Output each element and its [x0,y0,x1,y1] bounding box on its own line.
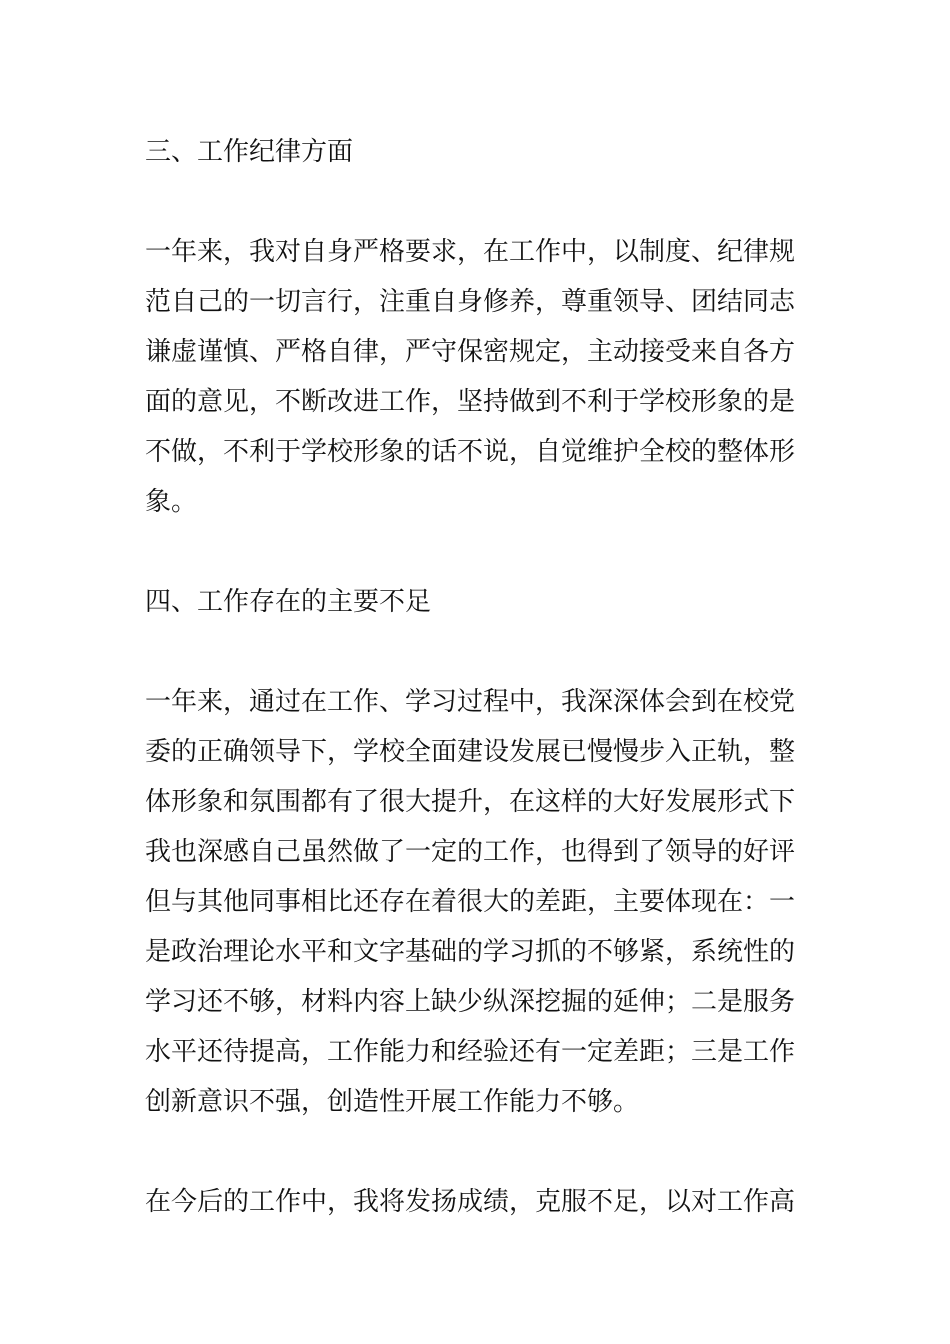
paragraph-line: 但与其他同事相比还存在着很大的差距，主要体现在：一 [145,887,796,917]
paragraph-line: 一年来，我对自身严格要求，在工作中，以制度、纪律规 [145,237,796,267]
paragraph-line: 象。 [145,487,198,517]
paragraph-line: 在今后的工作中，我将发扬成绩，克服不足，以对工作高 [145,1187,796,1217]
paragraph-line: 创新意识不强，创造性开展工作能力不够。 [145,1087,640,1117]
paragraph-line: 体形象和氛围都有了很大提升，在这样的大好发展形式下 [145,787,796,817]
section-heading-main-shortcomings: 四、工作存在的主要不足 [145,587,432,617]
paragraph-line: 范自己的一切言行，注重自身修养，尊重领导、团结同志 [145,287,796,317]
paragraph-line: 是政治理论水平和文字基础的学习抓的不够紧，系统性的 [145,937,796,967]
paragraph-line: 我也深感自己虽然做了一定的工作，也得到了领导的好评 [145,837,796,867]
paragraph-line: 一年来，通过在工作、学习过程中，我深深体会到在校党 [145,687,796,717]
paragraph-line: 面的意见，不断改进工作，坚持做到不利于学校形象的是 [145,387,796,417]
paragraph-line: 委的正确领导下，学校全面建设发展已慢慢步入正轨，整 [145,737,796,767]
paragraph-line: 谦虚谨慎、严格自律，严守保密规定，主动接受来自各方 [145,337,796,367]
paragraph-line: 水平还待提高，工作能力和经验还有一定差距；三是工作 [145,1037,796,1067]
paragraph-line: 学习还不够，材料内容上缺少纵深挖掘的延伸；二是服务 [145,987,796,1017]
paragraph-line: 不做，不利于学校形象的话不说，自觉维护全校的整体形 [145,437,796,467]
section-heading-work-discipline: 三、工作纪律方面 [145,137,354,167]
